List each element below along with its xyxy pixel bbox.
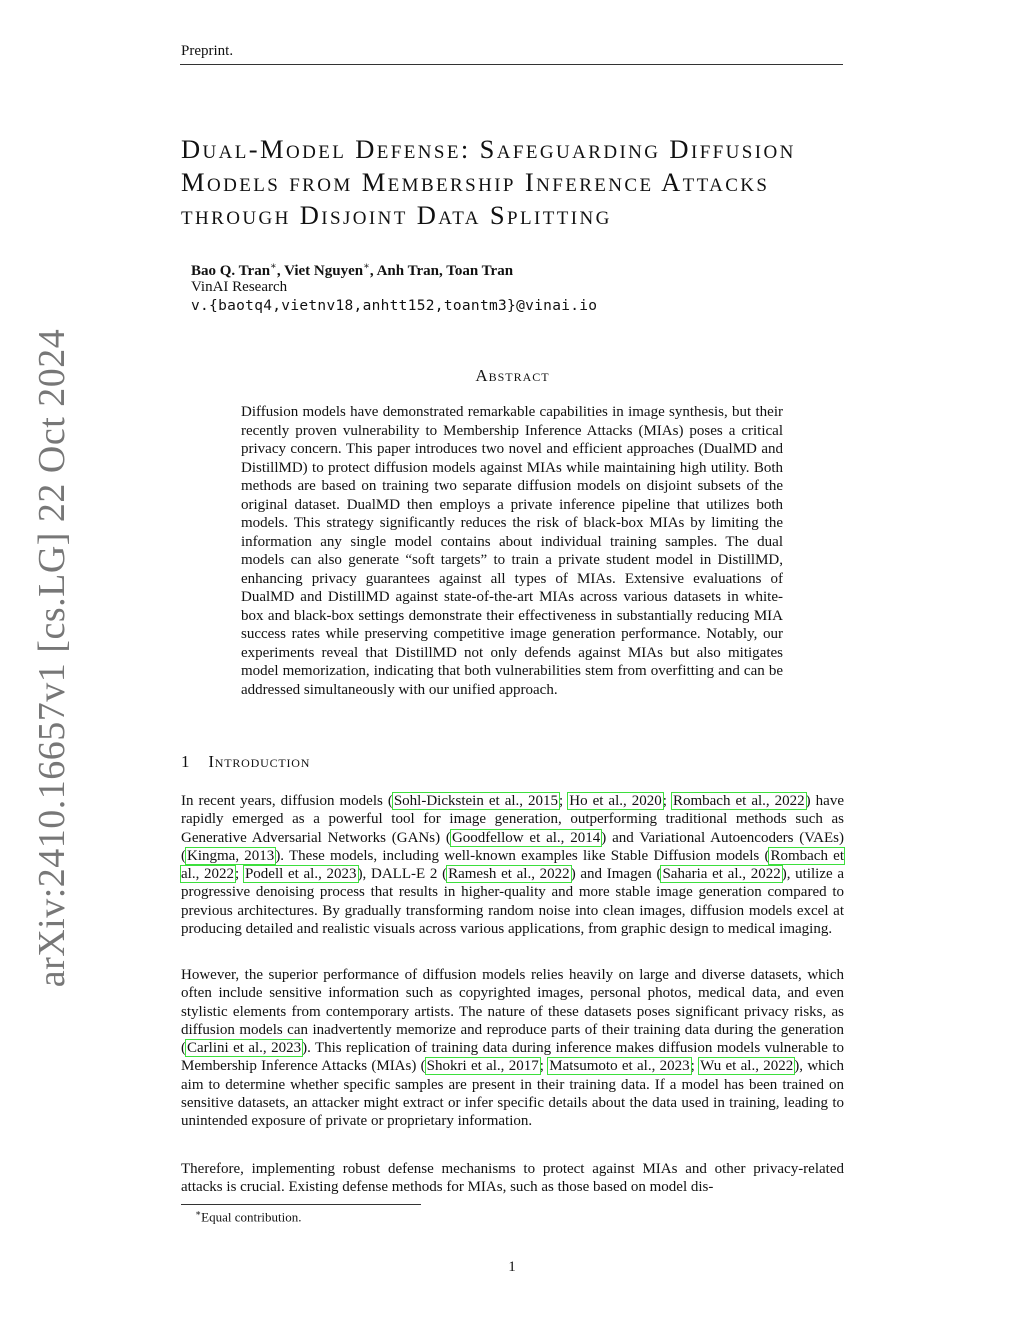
abstract-heading: Abstract	[475, 366, 550, 385]
text-run: In recent years, diffusion models (	[181, 793, 393, 809]
equal-contrib-mark: ∗	[363, 261, 370, 272]
author-emails[interactable]: v.{baotq4,vietnv18,anhtt152,toantm3}@vinai.io	[191, 298, 598, 314]
text-run: However, the superior performance of diffusion models relies heavily on large and diverse datasets, which often include sensitive information such as copyrighted images, personal photos, medical data, and even stylistic elements from contemporary artists. The nature of these datasets poses significant privacy risks, as diffusion models can inadvertently memorize and reproduce parts of their training data during the generation (	[181, 967, 844, 1057]
citation-link[interactable]: Rombach et al., 2022	[181, 847, 844, 883]
citation-link[interactable]: Shokri et al., 2017	[426, 1058, 539, 1075]
text-run: ), utilize a progressive denoising process that results in higher-quality and more stable image generation compared to previous architectures. By gradually transforming random noise into clean images, diffusion models excel at producing detailed and realistic visuals across various applications, from graphic design to medical imaging.	[181, 866, 845, 938]
arxiv-identifier: arXiv:2410.16657v1 [cs.LG] 22 Oct 2024	[31, 328, 73, 988]
citation-link[interactable]: Matsumoto et al., 2023	[549, 1058, 690, 1075]
text-run: ;	[235, 866, 244, 883]
author-2: Viet Nguyen	[284, 263, 364, 279]
text-run: ;	[539, 1058, 549, 1075]
citation-link[interactable]: Wu et al., 2022	[700, 1058, 794, 1075]
affiliation: VinAI Research	[191, 279, 288, 295]
text-run: ;	[559, 793, 569, 809]
text-run: ) have rapidly emerged as a powerful tool for image generation, outperforming traditional methods such as Generative Adversarial Networks (GANs) (	[181, 793, 845, 846]
page-number: 1	[508, 1259, 516, 1275]
text-run: ), DALL-E 2 (	[357, 866, 448, 883]
footnote-text: Equal contribution.	[201, 1209, 302, 1225]
abstract-body: Diffusion models have demonstrated remarkable capabilities in image synthesis, but their recently proven vulnerability to Membership Inference Attacks (MIAs) poses a critical privacy concern. This paper introduces two novel and efficient approaches (DualMD and DistillMD) to protect diffusion models against MIAs while maintaining high utility. Both methods are based on training two separate diffusion models on disjoint subsets of the original dataset. DualMD then employs a private inference pipeline that utilizes both models. This strategy significantly reduces the risk of black-box MIAs by limiting the information any single model contains about individual training samples. The dual models can also generate “soft targets” to train a private student model in DistillMD, enhancing privacy guarantees against all types of MIAs. Extensive evaluations of DualMD and DistillMD against state-of-the-art MIAs across various datasets in white-box and black-box settings demonstrate their effectiveness in substantially reducing MIA success rates while preserving competitive image generation performance. Notably, our experiments reveal that DistillMD not only defends against MIAs but also mitigates model memorization, indicating that both vulnerabilities stem from overfitting and can be addressed simultaneously with our unified approach.	[241, 404, 783, 698]
intro-paragraph-1	[181, 792, 844, 938]
citation-link[interactable]: Rombach et al., 2022	[672, 793, 805, 809]
citation-link[interactable]: Ho et al., 2020	[569, 793, 662, 809]
footnote	[195, 1208, 302, 1225]
paper-title	[181, 133, 845, 232]
intro-paragraph-3: Therefore, implementing robust defense mechanisms to protect against MIAs and other privacy-related attacks is crucial. Existing defense methods for MIAs, such as those based on model dis-	[181, 1161, 844, 1196]
intro-paragraph-2	[181, 966, 844, 1131]
text-run: ) and Imagen (	[570, 866, 662, 883]
text-run: ). This replication of training data during inference makes diffusion models vulnerable to Membership Inference Attacks (MIAs) (	[181, 1040, 844, 1075]
text-run: ) and Variational Autoencoders (VAEs) (	[181, 829, 845, 864]
running-header: Preprint.	[181, 43, 234, 59]
footnote-rule	[181, 1204, 421, 1205]
text-run: ;	[690, 1058, 700, 1075]
footnote-mark: ∗	[195, 1208, 202, 1218]
author-rest: Anh Tran, Toan Tran	[376, 263, 514, 279]
citation-link[interactable]: Ramesh et al., 2022	[448, 866, 570, 883]
text-run: ;	[662, 793, 672, 809]
text-run: ). These models, including well-known examples like Stable Diffusion models (	[275, 847, 770, 864]
citation-link[interactable]: Saharia et al., 2022	[662, 866, 781, 883]
equal-contrib-mark: ∗	[270, 261, 277, 272]
section-heading-introduction	[181, 752, 310, 772]
author-list: Bao Q. Tran∗, Viet Nguyen∗, Anh Tran, Toan Tran	[191, 261, 514, 279]
citation-link[interactable]: Goodfellow et al., 2014	[451, 829, 601, 846]
citation-link[interactable]: Sohl-Dickstein et al., 2015	[393, 793, 559, 809]
citation-link[interactable]: Kingma, 2013	[187, 847, 275, 864]
section-number: 1	[181, 752, 191, 771]
text-run: ), which aim to determine whether specific samples are present in their training data. If a model has been trained on sensitive datasets, an attacker might extract or infer specific details about the data used in training, leading to unintended exposure of private or proprietary information.	[181, 1058, 844, 1130]
section-title: Introduction	[208, 752, 311, 771]
header-rule	[180, 64, 843, 65]
citation-link[interactable]: Podell et al., 2023	[244, 866, 357, 883]
title-line-2: Models from Membership Inference Attacks	[181, 167, 770, 197]
title-line-3: through Disjoint Data Splitting	[181, 200, 612, 230]
author-1: Bao Q. Tran	[191, 263, 271, 279]
title-line-1: Dual-Model Defense: Safeguarding Diffusion	[181, 134, 796, 164]
citation-link[interactable]: Carlini et al., 2023	[187, 1040, 302, 1057]
